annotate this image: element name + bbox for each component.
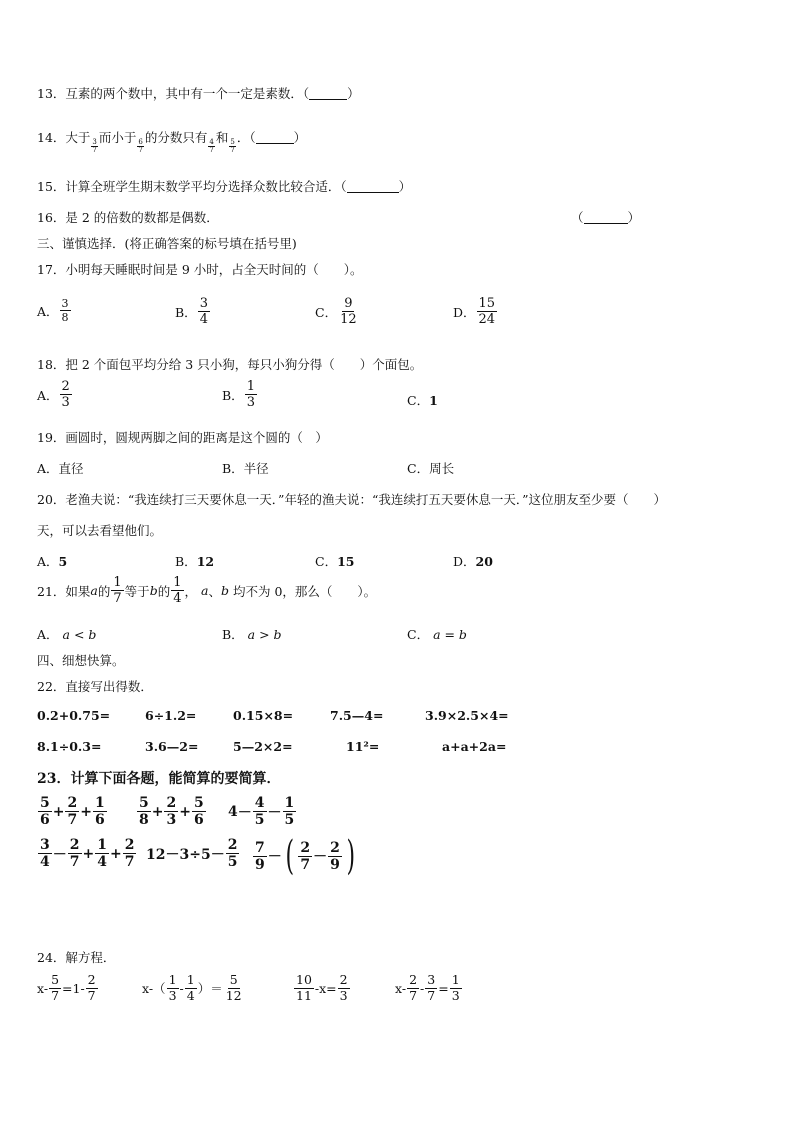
option-19c[interactable]: C．周长: [407, 461, 455, 476]
option-21a[interactable]: [37, 625, 96, 643]
denominator: 11: [296, 987, 312, 1003]
fraction: [450, 974, 462, 1002]
variable-b: b: [220, 583, 229, 598]
denominator: 7: [92, 146, 97, 154]
question-number: 16．: [37, 210, 66, 225]
option-18a[interactable]: [37, 380, 73, 409]
denominator: 7: [67, 812, 78, 828]
fraction: [60, 298, 71, 323]
calc-item: a+a+2a=: [442, 739, 507, 754]
fraction: [164, 796, 178, 827]
question-text: 画圆时，圆规两脚之间的距离是这个圆的（ ）: [65, 430, 328, 445]
calc-item: 5—2×2=: [233, 739, 293, 754]
question-text: 老渔夫说：“我连续打三天要休息一天．”年轻的渔夫说：“我连续打五天要休息一天．”这位朋友至少要（ ）: [65, 492, 666, 507]
denominator: 8: [139, 812, 149, 828]
option-21b[interactable]: [222, 625, 282, 643]
question-number: 24．: [37, 950, 66, 965]
option-value: 15: [337, 554, 355, 569]
question-15: [37, 177, 411, 195]
fraction: [167, 974, 179, 1002]
section-4-title: 四、细想快算。: [37, 653, 125, 668]
option-label: B．: [175, 554, 197, 569]
numerator: 3: [427, 972, 436, 987]
option-expr: a = b: [433, 627, 467, 642]
denominator: 6: [193, 812, 204, 828]
fraction: [198, 297, 210, 326]
question-text: 解方程．: [65, 950, 116, 965]
option-label: C．: [315, 304, 338, 320]
numerator: 1: [97, 837, 107, 853]
calc-item: 3.6—2=: [145, 739, 199, 754]
numerator: 4: [254, 795, 265, 811]
fraction: [91, 139, 97, 154]
option-21c[interactable]: [407, 625, 467, 643]
fraction: [294, 974, 314, 1002]
numerator: 9: [344, 296, 353, 311]
equation-24-2: x-（ $\frac{1}{3}$ - $\frac{1}{4}$ ）＝ $\frac{5}{12}$: [142, 972, 242, 1003]
question-number: 23．: [37, 771, 71, 787]
paren-close: ）: [347, 86, 360, 101]
fraction: [137, 796, 151, 827]
text: 、: [208, 583, 221, 599]
fraction: [477, 297, 498, 326]
denominator: 12: [225, 987, 242, 1003]
question-17: [37, 260, 363, 278]
option-expr: a > b: [247, 627, 282, 642]
fraction: [111, 576, 123, 605]
option-label: B．: [175, 304, 197, 320]
numerator: 2: [227, 837, 238, 853]
denominator: 12: [340, 312, 357, 327]
question-number: 14．: [37, 130, 66, 145]
numerator: 3: [199, 296, 208, 311]
numerator: 1: [186, 972, 195, 987]
numerator: 6: [138, 138, 143, 146]
text: 和: [215, 130, 229, 145]
denominator: 6: [40, 812, 50, 828]
question-number: 17．: [37, 262, 66, 277]
denominator: 7: [124, 854, 135, 870]
expr-23-6: $\frac{7}{9}$ － ( $\frac{2}{7}$ － $\frac{2}{9}$ ): [255, 833, 355, 879]
equation-24-3: $\frac{10}{11}$ -x= $\frac{2}{3}$: [296, 972, 348, 1003]
fraction: [229, 139, 235, 154]
fraction: [95, 838, 109, 869]
numerator: 3: [61, 297, 69, 310]
variable-a: a: [201, 583, 209, 598]
option-label: A．: [37, 387, 59, 403]
option-label: D．: [453, 554, 476, 569]
expr-23-4: $\frac{3}{4}$ － $\frac{2}{7}$ + $\frac{1}{4}$ + $\frac{2}{7}$: [40, 837, 135, 870]
option-20c[interactable]: [315, 552, 354, 570]
denominator: 5: [254, 812, 265, 828]
numerator: 7: [255, 839, 265, 856]
option-label: A．: [37, 303, 59, 319]
fraction: [338, 297, 359, 326]
calc-item: 8.1÷0.3=: [37, 739, 102, 754]
option-20d[interactable]: [453, 552, 493, 570]
numerator: 5: [40, 795, 50, 811]
option-value: 20: [475, 554, 493, 569]
option-label: C．: [315, 554, 338, 569]
question-24: [37, 948, 115, 966]
paren-close: ）: [398, 179, 412, 194]
denominator: 9: [330, 856, 340, 873]
numerator: 2: [124, 837, 135, 853]
expr-23-3: 4 － $\frac{4}{5}$ － $\frac{1}{5}$: [228, 795, 295, 828]
option-17c[interactable]: [315, 297, 360, 326]
option-value: 12: [196, 554, 215, 569]
option-17b[interactable]: [175, 297, 211, 326]
left-paren: (: [285, 833, 294, 879]
equation-24-4: x- $\frac{2}{7}$ - $\frac{3}{7}$ = $\frac{1}{3}$: [395, 972, 460, 1003]
option-value: 1: [429, 393, 438, 408]
numerator: 1: [173, 575, 182, 590]
fraction: [60, 380, 72, 409]
denominator: 7: [409, 987, 418, 1003]
question-19: [37, 428, 328, 446]
fraction: [328, 841, 342, 872]
question-text: 计算下面各题，能简算的要简算．: [70, 771, 281, 787]
fraction: [245, 380, 257, 409]
option-label: B．: [222, 627, 244, 642]
fraction: [253, 841, 267, 872]
question-13: [37, 84, 360, 102]
question-23: [37, 768, 280, 788]
answer-blank[interactable]: [347, 181, 399, 193]
denominator: 3: [61, 395, 70, 410]
fraction: [298, 841, 312, 872]
fraction: [253, 796, 267, 827]
numerator: 3: [92, 138, 97, 146]
numerator: 2: [166, 795, 177, 811]
fraction: [192, 796, 206, 827]
denominator: 7: [87, 987, 96, 1003]
text: 的分数只有: [144, 130, 208, 145]
numerator: 2: [67, 795, 78, 811]
fraction: [425, 974, 437, 1002]
numerator: 5: [229, 972, 238, 987]
numerator: 2: [339, 972, 348, 987]
question-text: 直接写出得数．: [65, 679, 153, 694]
paren-close: ）: [293, 130, 307, 145]
calc-item: 6÷1.2=: [145, 708, 197, 723]
fraction: [208, 139, 214, 154]
question-number: 21．: [37, 583, 66, 599]
numerator: 1: [113, 575, 122, 590]
fraction: [93, 796, 107, 827]
numerator: 1: [246, 379, 255, 394]
question-number: 13．: [37, 86, 66, 101]
fraction: [226, 838, 240, 869]
numerator: 10: [296, 972, 312, 987]
question-text: 把 2 个面包平均分给 3 只小狗，每只小狗分得（ ）个面包。: [65, 357, 423, 372]
denominator: 6: [94, 812, 105, 828]
numerator: 2: [409, 972, 418, 987]
option-label: C．: [407, 393, 430, 408]
fraction: [171, 576, 183, 605]
question-text: 互素的两个数中，其中有一个一定是素数．（: [65, 86, 310, 101]
option-label: C．: [407, 627, 430, 642]
numerator: 2: [61, 379, 70, 394]
numerator: 2: [87, 972, 96, 987]
denominator: 3: [168, 987, 177, 1003]
option-label: D．: [453, 304, 476, 320]
denominator: 3: [246, 395, 255, 410]
fraction: [38, 796, 52, 827]
fraction: [137, 139, 143, 154]
question-16: [37, 208, 219, 226]
denominator: 7: [113, 591, 122, 606]
fraction: [86, 974, 98, 1002]
numerator: 2: [330, 839, 340, 856]
text: ．（: [236, 130, 256, 145]
denominator: 7: [69, 854, 80, 870]
text: 的: [97, 583, 111, 599]
question-number: 15．: [37, 179, 66, 194]
numerator: 1: [284, 795, 295, 811]
denominator: 7: [209, 146, 214, 154]
calc-item: 7.5—4=: [330, 708, 384, 723]
denominator: 4: [40, 854, 50, 870]
option-18c[interactable]: [407, 391, 438, 409]
question-20: [37, 490, 666, 508]
answer-blank[interactable]: [256, 132, 294, 144]
numerator: 1: [451, 972, 460, 987]
variable-a: a: [90, 583, 98, 598]
fraction: [65, 796, 79, 827]
fraction: [123, 838, 137, 869]
option-label: A．: [37, 554, 59, 569]
numerator: 2: [300, 839, 311, 856]
question-text: 小明每天睡眠时间是 9 小时，占全天时间的（ ）。: [65, 262, 363, 277]
calc-item: 0.2+0.75=: [37, 708, 111, 723]
numerator: 15: [478, 296, 496, 311]
fraction: [283, 796, 297, 827]
equation-24-1: x- $\frac{5}{7}$ =1- $\frac{2}{7}$: [37, 972, 96, 1003]
option-label: B．: [222, 387, 244, 403]
text: 如果: [65, 583, 91, 599]
numerator: 5: [139, 795, 149, 811]
option-20b[interactable]: [175, 552, 214, 570]
question-number: 20．: [37, 492, 66, 507]
question-22: [37, 677, 153, 695]
answer-blank[interactable]: [584, 212, 628, 224]
denominator: 3: [166, 812, 177, 828]
text: ，: [184, 583, 198, 599]
numerator: 2: [69, 837, 80, 853]
fraction: [407, 974, 419, 1002]
numerator: 5: [230, 138, 235, 146]
denominator: 9: [255, 856, 265, 873]
question-number: 22．: [37, 679, 66, 694]
denominator: 3: [451, 987, 460, 1003]
expr-23-5: 12－3÷5－ $\frac{2}{5}$: [146, 837, 238, 870]
question-16-answer: [571, 208, 640, 226]
denominator: 4: [97, 854, 107, 870]
denominator: 8: [61, 311, 69, 324]
numerator: 4: [209, 138, 214, 146]
fraction: [38, 838, 52, 869]
denominator: 7: [51, 987, 60, 1003]
section-3-title: 三、谨慎选择．(将正确答案的标号填在括号里): [37, 236, 297, 251]
question-14: [37, 128, 306, 154]
numerator: 5: [51, 972, 60, 987]
question-20-cont: 天，可以去看望他们。: [37, 523, 163, 538]
fraction: [49, 974, 61, 1002]
option-18b[interactable]: [222, 380, 258, 409]
calc-item: 3.9×2.5×4=: [425, 708, 509, 723]
paren-open: （: [571, 210, 584, 225]
fraction: [185, 974, 197, 1002]
text: 等于: [124, 583, 150, 599]
paren-close: ）: [627, 210, 641, 225]
right-paren: ): [346, 833, 355, 879]
denominator: 4: [199, 312, 208, 327]
calc-item: 11²=: [346, 739, 380, 754]
numerator: 1: [168, 972, 177, 987]
denominator: 7: [300, 856, 311, 873]
calc-item: 0.15×8=: [233, 708, 294, 723]
text: 大于: [65, 130, 91, 145]
option-label: A．: [37, 627, 59, 642]
denominator: 24: [478, 312, 496, 327]
text: 而小于: [98, 130, 137, 145]
fraction: [68, 838, 82, 869]
denominator: 3: [339, 987, 348, 1003]
expr-23-1: $\frac{5}{6}$ + $\frac{2}{7}$ + $\frac{1}{6}$: [40, 795, 105, 828]
answer-blank[interactable]: [309, 88, 347, 100]
question-text: 计算全班学生期末数学平均分选择众数比较合适．（: [65, 179, 347, 194]
numerator: 3: [40, 837, 50, 853]
denominator: 4: [173, 591, 182, 606]
option-19b[interactable]: B．半径: [222, 461, 269, 476]
denominator: 5: [227, 854, 238, 870]
numerator: 5: [193, 795, 204, 811]
expr-23-2: $\frac{5}{8}$ + $\frac{2}{3}$ + $\frac{5}{6}$: [139, 795, 204, 828]
question-number: 18．: [37, 357, 66, 372]
option-17a[interactable]: [37, 298, 72, 323]
fraction: [224, 974, 244, 1002]
text: 的: [157, 583, 171, 599]
denominator: 7: [138, 146, 143, 154]
denominator: 7: [230, 146, 235, 154]
variable-b: b: [149, 583, 158, 598]
fraction: [338, 974, 350, 1002]
option-value: 5: [58, 554, 68, 569]
option-17d[interactable]: [453, 297, 498, 326]
denominator: 5: [284, 812, 295, 828]
option-expr: a < b: [62, 627, 97, 642]
option-20a[interactable]: [37, 552, 67, 570]
denominator: 7: [427, 987, 436, 1003]
text: 均不为 0，那么（ ）。: [232, 583, 377, 599]
question-21: [37, 576, 376, 605]
question-text: 是 2 的倍数的数都是偶数．: [65, 210, 219, 225]
question-18: [37, 355, 422, 373]
question-number: 19．: [37, 430, 66, 445]
numerator: 1: [94, 795, 105, 811]
option-19a[interactable]: A．直径: [37, 461, 84, 476]
denominator: 4: [186, 987, 195, 1003]
